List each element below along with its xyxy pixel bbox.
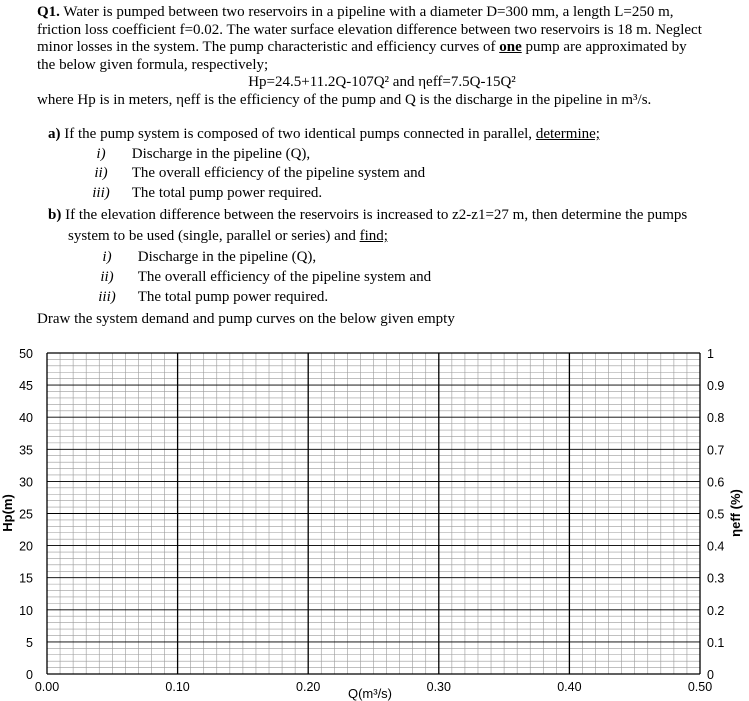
x-tick-label: 0.40 [557, 680, 582, 694]
question-number: Q1. [37, 4, 60, 20]
part-a-item: i) Discharge in the pipeline (Q), [96, 146, 311, 162]
y2-tick-label: 0.3 [707, 571, 725, 586]
part-b-item: i) Discharge in the pipeline (Q), [102, 249, 317, 265]
draw-instruction: Draw the system demand and pump curves on the below given empty [37, 311, 455, 327]
y-tick-label: 35 [19, 443, 33, 458]
y-tick-label: 40 [19, 411, 33, 426]
part-a-label: a) [48, 126, 61, 142]
part-a: a) If the pump system is composed of two identical pumps connected in parallel, determine; [48, 126, 600, 142]
y2-tick-label: 0.1 [707, 635, 725, 650]
y-tick-label: 20 [19, 539, 33, 554]
y-tick-label: 30 [19, 475, 33, 490]
y2-tick-label: 0.6 [707, 475, 725, 490]
y-tick-label: 15 [19, 571, 33, 586]
y2-tick-label: 0.9 [707, 379, 725, 394]
question-line-3: minor losses in the system. The pump characteristic and efficiency curves of one pump are approximated by [37, 39, 687, 55]
x-axis-label: Q(m³/s) [347, 686, 393, 701]
emphasis-one: one [499, 39, 522, 55]
x-tick-label: 0.30 [426, 680, 451, 694]
part-b-item: iii) The total pump power required. [98, 289, 329, 305]
y2-axis-label: ηeff (%) [728, 489, 743, 537]
x-tick-label: 0.10 [165, 680, 190, 694]
x-tick-label: 0.00 [34, 680, 60, 694]
y2-tick-label: 0.2 [707, 603, 725, 618]
y2-tick-label: 0 [707, 668, 714, 682]
y2-tick-label: 0.7 [707, 443, 725, 458]
y-axis-label: Hp(m) [0, 494, 15, 532]
y-tick-label: 25 [19, 507, 33, 522]
question-text [37, 4, 727, 109]
y-tick-label: 45 [19, 379, 33, 394]
part-a-item: iii) The total pump power required. [92, 185, 323, 201]
part-b-item: ii) The overall efficiency of the pipeline system and [100, 269, 432, 285]
question-line-1: Q1. Water is pumped between two reservoirs in a pipeline with a diameter D=300 mm, a length L=250 m, [37, 4, 674, 20]
blank-graph-chart [0, 311, 749, 701]
y-tick-label: 5 [26, 635, 33, 650]
part-b-label: b) [48, 207, 62, 223]
question-line-2: friction loss coefficient f=0.02. The water surface elevation difference between two reservoirs is 18 m. Neglect [37, 21, 702, 38]
question-line-4: the below given formula, respectively; [37, 56, 269, 73]
where-line: where Hp is in meters, ηeff is the efficiency of the pump and Q is the discharge in the pipeline in m³/s. [37, 91, 652, 108]
x-tick-label: 0.50 [687, 680, 713, 694]
part-b: b) If the elevation difference between the reservoirs is increased to z2-z1=27 m, then determine the pumps [48, 207, 688, 223]
y2-tick-label: 0.5 [707, 507, 725, 522]
part-a-item: ii) The overall efficiency of the pipeline system and [94, 165, 426, 181]
part-a-underlined: determine; [535, 126, 600, 142]
y2-tick-label: 0.4 [707, 539, 725, 554]
y-tick-label: 10 [19, 603, 33, 618]
x-tick-label: 0.20 [296, 680, 321, 694]
y-tick-label: 0 [26, 668, 33, 682]
y2-tick-label: 0.8 [707, 411, 725, 426]
formula: Hp=24.5+11.2Q-107Q² and ηeff=7.5Q-15Q² [248, 74, 516, 90]
y2-tick-label: 1 [707, 347, 714, 361]
part-b-line-2: system to be used (single, parallel or series) and find; [68, 228, 388, 244]
y-tick-label: 50 [19, 347, 33, 361]
part-b-underlined: find; [359, 228, 388, 244]
